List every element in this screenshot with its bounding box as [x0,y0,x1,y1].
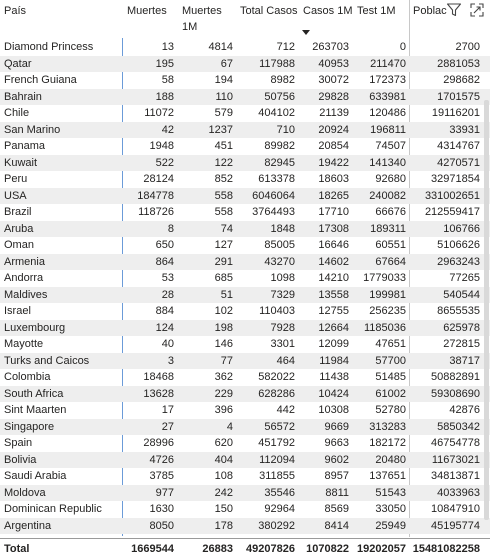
cell-muertes: 184778 [137,189,174,202]
cell-muertes-1m: 291 [214,255,233,268]
cell-test-1m: 633981 [369,90,406,103]
cell-muertes-1m: 579 [214,107,233,119]
cell-pais: Colombia [4,371,51,383]
cell-pais: Luxembourg [4,321,66,334]
cell-total-casos: 82945 [264,156,295,169]
cell-casos-1m: 20854 [318,140,349,152]
table-row[interactable] [0,287,490,304]
total-row [0,538,490,560]
cell-pais: Bahrain [4,90,42,103]
table-row[interactable] [0,89,490,106]
cell-total-casos: 7329 [270,288,295,301]
cell-muertes: 4726 [149,453,174,466]
cell-casos-1m: 20924 [318,123,349,136]
cell-poblacion: 4270571 [437,156,480,169]
cell-total-casos: 710 [276,123,295,136]
cell-poblacion: 59308690 [431,387,480,400]
table-row[interactable] [0,501,490,518]
cell-casos-1m: 9669 [324,420,349,433]
cell-muertes-1m: 198 [214,321,233,334]
cell-test-1m: 61002 [375,387,406,400]
cell-total-casos: 112094 [259,453,295,466]
cell-test-1m: 0 [399,41,406,53]
cell-casos-1m: 18265 [318,189,349,202]
cell-test-1m: 199981 [369,288,406,301]
cell-casos-1m: 8414 [324,519,349,532]
table-row[interactable] [0,155,490,172]
cell-muertes: 11072 [144,107,174,119]
cell-muertes: 8 [167,222,174,235]
cell-muertes: 13 [161,41,174,53]
total-casos-1m: 1070822 [306,543,349,555]
col-header-casos-1m[interactable]: Casos 1M [303,5,353,17]
table-row[interactable] [0,56,490,73]
cell-test-1m: 172373 [369,74,406,86]
cell-total-casos: 380292 [258,519,295,532]
cell-muertes: 53 [161,272,174,284]
cell-muertes: 42 [161,123,174,136]
total-test-1m: 19202057 [357,543,406,555]
cell-poblacion: 212559417 [424,206,480,218]
cell-poblacion: 33931 [449,123,480,136]
cell-total-casos: 50756 [264,90,295,103]
cell-muertes-1m: 67 [220,57,233,70]
cell-casos-1m: 12099 [318,338,349,350]
cell-poblacion: 5850342 [437,420,480,433]
cell-casos-1m: 9663 [324,437,349,449]
cell-casos-1m: 17710 [318,206,349,218]
table-row[interactable] [0,171,490,188]
cell-total-casos: 404102 [258,107,295,119]
cell-muertes-1m: 362 [214,371,233,383]
cell-total-casos: 311855 [259,470,295,482]
cell-casos-1m: 21139 [319,107,349,119]
cell-test-1m: 182172 [369,437,406,449]
cell-muertes-1m: 4814 [208,41,233,53]
cell-poblacion: 8655535 [437,305,480,317]
cell-muertes: 28996 [143,437,174,449]
table-row[interactable] [0,320,490,337]
cell-poblacion: 34813871 [431,470,480,482]
cell-pais: Turks and Caicos [4,354,90,367]
cell-muertes-1m [180,534,233,537]
table-row[interactable] [0,221,490,238]
cell-test-1m: 57700 [375,354,406,367]
cell-total-casos: 3301 [270,338,295,350]
cell-muertes-1m: 122 [214,156,233,169]
cell-pais: Brazil [4,206,32,218]
cell-casos-1m: 29828 [318,90,349,103]
cell-poblacion: 272815 [443,338,480,350]
cell-poblacion: 540544 [443,288,480,301]
cell-pais: Peru [4,173,28,185]
cell-poblacion: 38717 [449,354,480,367]
cell-poblacion: 42876 [449,404,480,416]
cell-test-1m: 240082 [369,189,406,202]
table-row[interactable] [0,303,490,320]
cell-muertes-1m: 404 [214,453,233,466]
cell-test-1m: 211470 [370,57,406,70]
cell-muertes: 3785 [149,470,174,482]
cell-muertes: 27 [161,420,174,433]
cell-total-casos: 43270 [264,255,295,268]
cell-total-casos: 1848 [270,222,295,235]
table-header [0,0,490,38]
table-row[interactable] [0,485,490,502]
cell-muertes: 28124 [143,173,174,185]
cell-casos-1m: 14210 [318,272,349,284]
table-row[interactable] [0,534,490,537]
cell-muertes: 977 [155,486,174,499]
filter-icon[interactable] [446,2,462,18]
cell-pais: USA [4,189,27,202]
cell-muertes-1m: 51 [220,288,233,301]
cell-test-1m: 137651 [369,470,406,482]
cell-muertes: 188 [155,90,174,103]
col-header-muertes-1m-line1: Muertes [182,5,222,17]
cell-muertes-1m: 194 [214,74,233,86]
cell-total-casos: 6046064 [252,189,295,202]
table-row[interactable] [0,72,490,89]
cell-muertes-1m: 150 [214,503,233,515]
cell-total-casos: 1098 [270,272,295,284]
cell-test-1m: 51543 [375,486,406,499]
cell-casos-1m: 8811 [325,486,349,499]
cell-poblacion: 4314767 [437,140,480,152]
cell-muertes: 28 [161,288,174,301]
cell-casos-1m: 10308 [318,404,349,416]
cell-casos-1m: 11984 [319,354,349,367]
cell-total-casos: 85005 [264,239,295,251]
cell-muertes-1m: 620 [214,437,233,449]
cell-muertes-1m: 108 [214,470,233,482]
col-header-muertes-1m-line2: 1M [182,21,198,33]
cell-test-1m: 74507 [375,140,406,152]
col-header-total-casos[interactable]: Total Casos [240,5,298,17]
total-poblacion: 15481082258 [412,543,480,555]
cell-muertes-1m: 102 [214,305,233,317]
cell-total-casos [234,534,295,537]
cell-poblacion: 77265 [449,272,480,284]
cell-casos-1m: 12664 [318,321,349,334]
cell-poblacion: 50882891 [431,371,480,383]
cell-test-1m: 1779033 [363,272,406,284]
table-row[interactable] [0,254,490,271]
cell-muertes-1m: 229 [214,387,233,400]
cell-poblacion: 625978 [443,321,480,334]
col-header-muertes-1m[interactable] [182,3,222,35]
cell-pais: Singapore [4,420,55,433]
cell-test-1m: 256235 [369,305,406,317]
cell-pais: Bolivia [4,453,37,466]
cell-test-1m: 25949 [375,519,406,532]
total-label: Total [4,543,30,555]
cell-pais: Kuwait [4,156,38,169]
cell-casos-1m: 19422 [318,156,349,169]
cell-test-1m: 189311 [370,222,406,235]
table-row[interactable] [0,188,490,205]
cell-muertes-1m: 1237 [208,123,233,136]
table-row[interactable] [0,452,490,469]
cell-test-1m: 47651 [375,338,406,350]
cell-casos-1m: 10424 [318,387,349,400]
cell-total-casos: 35546 [264,486,295,499]
cell-pais: Spain [4,437,33,449]
cell-pais: Maldives [4,288,48,301]
cell-muertes: 118726 [138,206,174,218]
cell-poblacion: 331002651 [424,189,480,202]
cell-total-casos: 613378 [258,173,295,185]
cell-casos-1m: 9602 [324,453,349,466]
cell-casos-1m [298,534,349,537]
cell-muertes: 58 [161,74,174,86]
cell-pais: Armenia [4,255,45,268]
cell-muertes: 40 [161,338,174,350]
cell-poblacion: 46754778 [431,437,480,449]
col-header-test-1m[interactable]: Test 1M [357,5,396,17]
cell-total-casos: 110403 [259,305,295,317]
cell-total-casos: 8982 [270,74,295,86]
cell-test-1m: 120486 [369,107,406,119]
cell-total-casos: 712 [276,41,295,53]
cell-muertes: 650 [155,239,174,251]
cell-pais: Saudi Arabia [4,470,67,482]
cell-poblacion: 11673021 [431,453,480,466]
table-row[interactable] [0,518,490,535]
cell-pais: Moldova [4,486,46,499]
cell-pais [4,534,44,537]
cell-total-casos: 582022 [258,371,295,383]
cell-pais: Diamond Princess [4,41,94,53]
cell-muertes: 8050 [149,519,174,532]
table-row[interactable] [0,204,490,221]
cell-muertes-1m: 77 [220,354,233,367]
cell-casos-1m: 18603 [318,173,349,185]
cell-casos-1m: 14602 [318,255,349,268]
cell-casos-1m: 17308 [318,222,349,235]
cell-muertes: 18468 [143,371,174,383]
cell-poblacion: 10847910 [431,503,480,515]
cell-casos-1m: 40953 [318,57,349,70]
cell-test-1m: 33050 [375,503,406,515]
cell-pais: Qatar [4,57,32,70]
cell-muertes [120,534,174,537]
cell-pais: Panama [4,140,45,152]
total-casos: 49207826 [246,543,295,555]
cell-muertes-1m: 146 [214,338,233,350]
cell-test-1m: 196811 [370,123,406,136]
cell-muertes-1m: 242 [214,486,233,499]
cell-pais: Dominican Republic [4,503,102,515]
cell-test-1m: 92680 [375,173,406,185]
cell-poblacion: 106766 [443,222,480,235]
cell-muertes-1m: 74 [220,222,233,235]
cell-poblacion: 1701575 [437,90,480,103]
cell-poblacion: 5106626 [437,239,480,251]
cell-pais: Israel [4,305,31,317]
total-muertes-1m: 26883 [202,543,233,555]
cell-poblacion: 19116201 [431,107,480,119]
cell-total-casos: 117988 [259,57,295,70]
cell-casos-1m: 8569 [324,503,349,515]
cell-poblacion: 2963243 [437,255,480,268]
cell-total-casos: 3764493 [252,206,295,218]
cell-total-casos: 451792 [258,437,295,449]
table-row[interactable] [0,122,490,139]
cell-poblacion [410,534,480,537]
cell-muertes: 1630 [149,503,174,515]
cell-muertes-1m: 178 [214,519,233,532]
cell-muertes: 1948 [149,140,174,152]
cell-test-1m: 313283 [369,420,406,433]
table-row[interactable] [0,270,490,287]
cell-pais: Argentina [4,519,52,532]
cell-muertes-1m: 4 [226,420,233,433]
cell-poblacion: 45195774 [431,519,480,532]
cell-test-1m: 52780 [375,404,406,416]
cell-test-1m: 1185036 [363,321,406,334]
table-row[interactable] [0,402,490,419]
col-header-pais[interactable]: País [4,5,27,17]
focus-mode-icon[interactable] [469,2,485,18]
table-row[interactable] [0,369,490,386]
cell-muertes-1m: 110 [215,90,233,103]
cell-pais: Aruba [4,222,34,235]
cell-test-1m: 66676 [375,206,406,218]
cell-pais: South Africa [4,387,64,400]
cell-casos-1m: 16646 [318,239,349,251]
table-row[interactable] [0,39,490,56]
cell-test-1m: 60551 [375,239,406,251]
cell-casos-1m: 13558 [318,288,349,301]
table-row[interactable] [0,353,490,370]
cell-casos-1m: 8957 [324,470,349,482]
cell-total-casos: 92964 [264,503,295,515]
cell-test-1m: 20480 [375,453,406,466]
cell-poblacion: 298682 [443,74,480,86]
cell-muertes-1m: 558 [214,189,233,202]
cell-muertes-1m: 396 [214,404,233,416]
cell-muertes: 17 [161,404,174,416]
cell-test-1m: 141340 [369,156,406,169]
table-row[interactable] [0,435,490,452]
sort-descending-icon [302,30,310,35]
cell-test-1m [349,534,406,537]
cell-casos-1m: 12755 [318,305,349,317]
table-row[interactable] [0,336,490,353]
cell-muertes: 13628 [143,387,174,400]
cell-total-casos: 464 [276,354,295,367]
cell-muertes-1m: 852 [214,173,233,185]
cell-muertes-1m: 685 [214,272,233,284]
cell-pais: Sint Maarten [4,404,67,416]
cell-muertes: 195 [155,57,174,70]
cell-poblacion: 4033963 [437,486,480,499]
cell-test-1m: 51485 [375,371,406,383]
table-row[interactable] [0,237,490,254]
cell-casos-1m: 30072 [318,74,349,86]
cell-muertes-1m: 451 [214,140,233,152]
cell-total-casos: 89982 [264,140,295,152]
col-header-muertes[interactable]: Muertes [127,5,167,17]
cell-test-1m: 67664 [375,255,406,268]
cell-total-casos: 442 [276,404,295,416]
cell-total-casos: 56572 [264,420,295,433]
cell-muertes: 3 [167,354,174,367]
cell-muertes: 884 [155,305,174,317]
cell-poblacion: 2881053 [437,57,480,70]
cell-casos-1m: 263703 [312,41,349,53]
table-row[interactable] [0,386,490,403]
cell-casos-1m: 11438 [319,371,349,383]
table-row[interactable] [0,468,490,485]
col-header-poblacion[interactable]: Poblac [413,5,447,17]
table-row[interactable] [0,105,490,122]
cell-pais: Chile [4,107,30,119]
cell-poblacion: 32971854 [431,173,480,185]
table-body [0,39,490,537]
cell-pais: Andorra [4,272,44,284]
cell-pais: French Guiana [4,74,77,86]
cell-pais: Mayotte [4,338,44,350]
cell-muertes: 124 [155,321,174,334]
cell-poblacion: 2700 [455,41,480,53]
cell-muertes: 864 [155,255,174,268]
vertical-scrollbar[interactable] [484,100,489,520]
cell-total-casos: 628286 [258,387,295,400]
table-row[interactable] [0,138,490,155]
cell-pais: San Marino [4,123,61,136]
cell-total-casos: 7928 [270,321,295,334]
table-row[interactable] [0,419,490,436]
total-muertes: 1669544 [131,543,174,555]
cell-pais: Oman [4,239,34,251]
cell-muertes-1m: 558 [214,206,233,218]
cell-muertes-1m: 127 [214,239,233,251]
cell-muertes: 522 [155,156,174,169]
